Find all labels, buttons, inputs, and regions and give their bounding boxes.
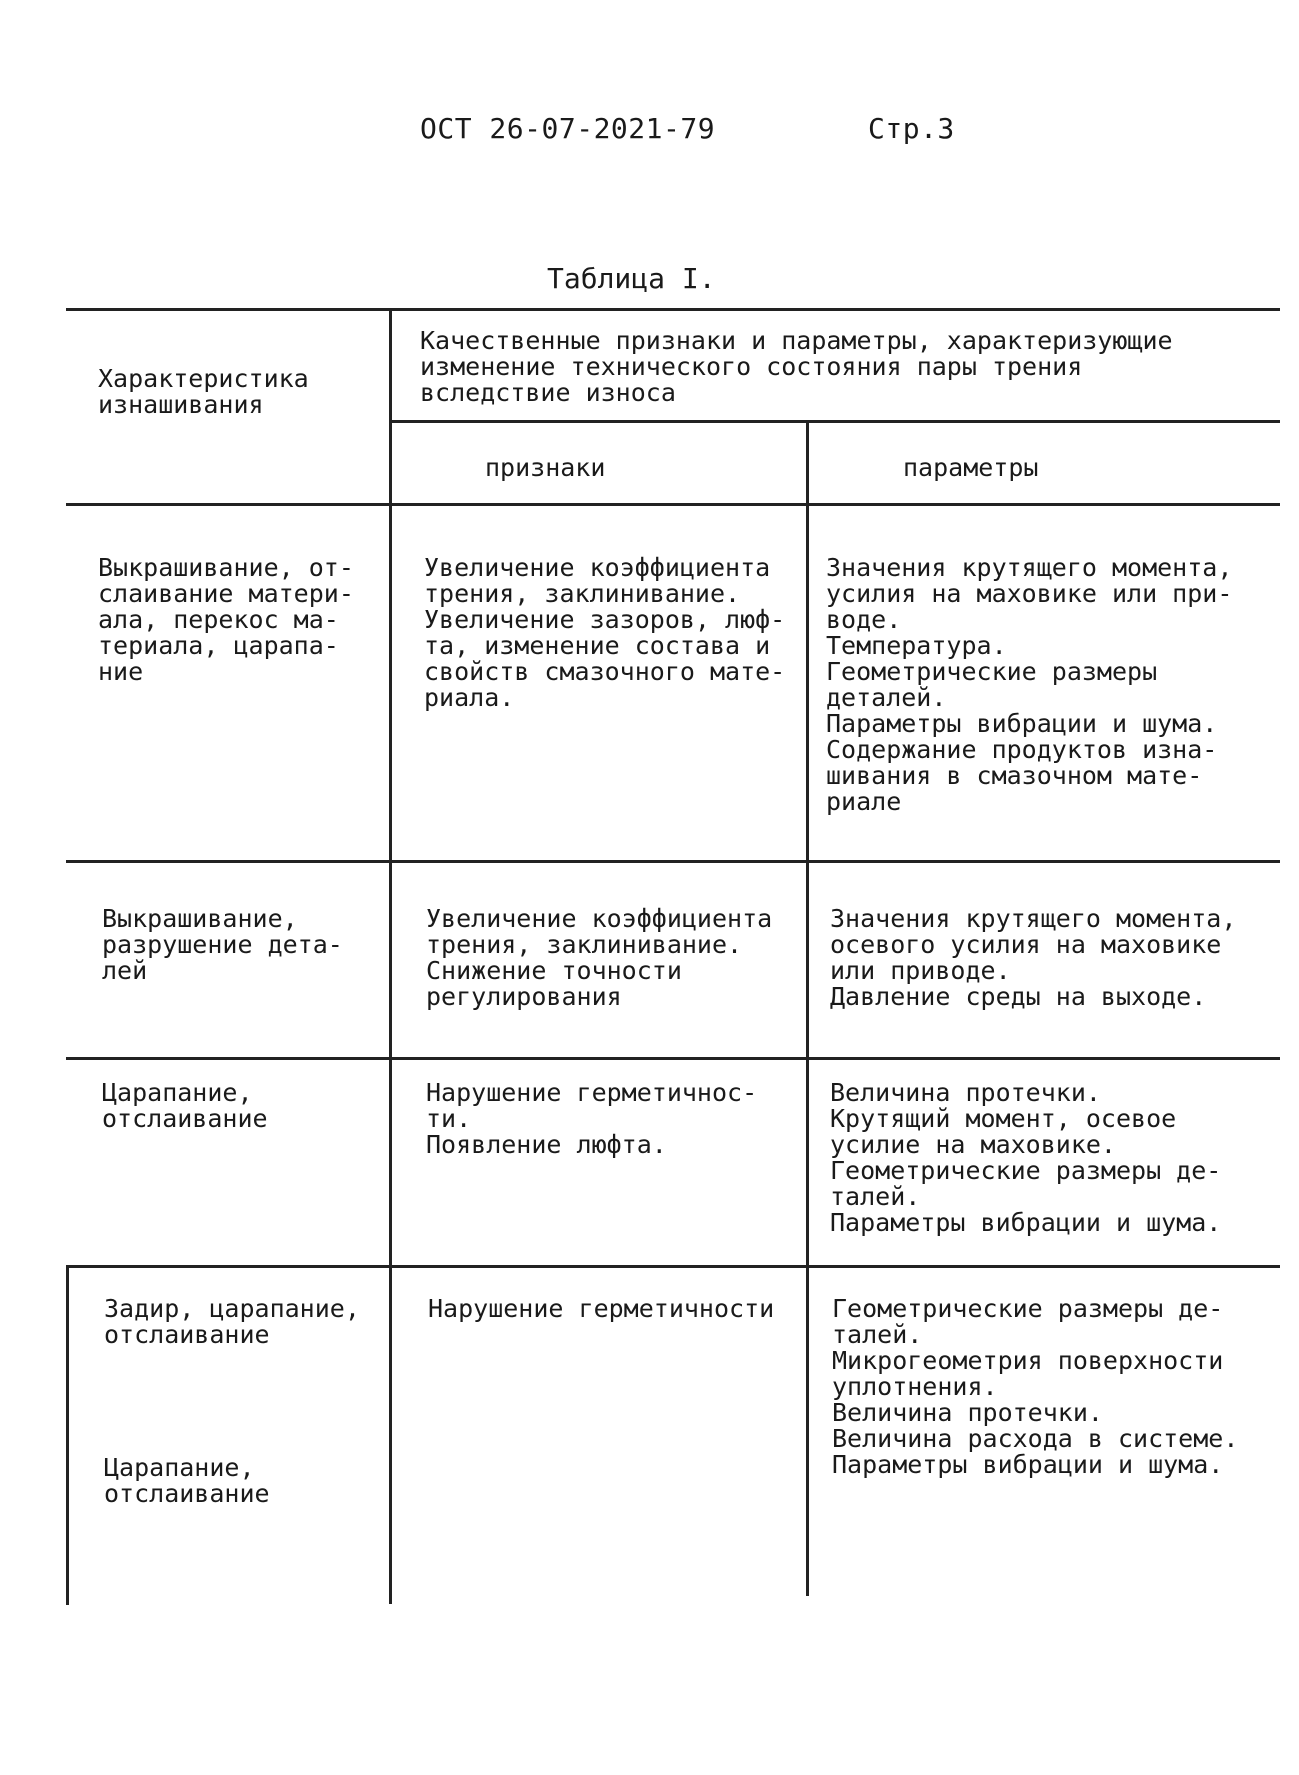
row-1-bottom-rule bbox=[66, 860, 1280, 863]
row-4-parameters: Геометрические размеры де- талей. Микрогеометрия поверхности уплотнения. Величина протечки. Величина расхода в системе. Параметры вибрации и шума. bbox=[832, 1294, 1239, 1479]
col3-header: параметры bbox=[903, 453, 1039, 482]
row-2-characteristic: Выкрашивание, разрушение дета- лей bbox=[102, 904, 343, 985]
row-3-parameters: Величина протечки. Крутящий момент, осевое усилие на маховике. Геометрические размеры де- талей. Параметры вибрации и шума. bbox=[830, 1078, 1222, 1237]
page-number: Стр.3 bbox=[868, 112, 955, 145]
row-3-signs: Нарушение герметичнос- ти. Появление люфта. bbox=[426, 1078, 758, 1159]
table-left-edge bbox=[66, 1265, 69, 1605]
document-code: ОСТ 26-07-2021-79 bbox=[420, 112, 716, 145]
row-4-signs: Нарушение герметичности bbox=[428, 1294, 775, 1323]
group-header: Качественные признаки и параметры, характеризующие изменение технического состояния пары трения вследствие износа bbox=[420, 326, 1173, 407]
row-1-signs: Увеличение коэффициента трения, заклинивание. Увеличение зазоров, люф- та, изменение состава и свойств смазочного мате- риала. bbox=[424, 553, 786, 712]
col1-header: Характеристика изнашивания bbox=[98, 364, 309, 419]
row-3-bottom-rule bbox=[66, 1265, 1280, 1268]
row-2-bottom-rule bbox=[66, 1057, 1280, 1060]
table-caption: Таблица I. bbox=[547, 262, 716, 295]
subheader-rule bbox=[392, 420, 1280, 423]
row-4-characteristic-2: Царапание, отслаивание bbox=[104, 1453, 270, 1508]
row-4-characteristic: Задир, царапание, отслаивание bbox=[104, 1294, 360, 1349]
table-top-rule bbox=[66, 308, 1280, 311]
row-1-characteristic: Выкрашивание, от- слаивание матери- ала, перекос ма- териала, царапа- ние bbox=[98, 553, 354, 686]
row-2-parameters: Значения крутящего момента, осевого усилия на маховике или приводе. Давление среды на выходе. bbox=[830, 904, 1237, 1011]
row-2-signs: Увеличение коэффициента трения, заклинивание. Снижение точности регулирования bbox=[426, 904, 773, 1011]
row-1-parameters: Значения крутящего момента, усилия на маховике или при- воде. Температура. Геометрические размеры деталей. Параметры вибрации и шума. Содержание продуктов изна- шивания в смазочном мате- риале bbox=[826, 553, 1233, 816]
col2-header: признаки bbox=[485, 453, 606, 482]
col-divider-2 bbox=[806, 420, 809, 1596]
header-bottom-rule bbox=[66, 503, 1280, 506]
col-divider-1 bbox=[389, 308, 392, 1604]
row-3-characteristic: Царапание, отслаивание bbox=[102, 1078, 268, 1133]
